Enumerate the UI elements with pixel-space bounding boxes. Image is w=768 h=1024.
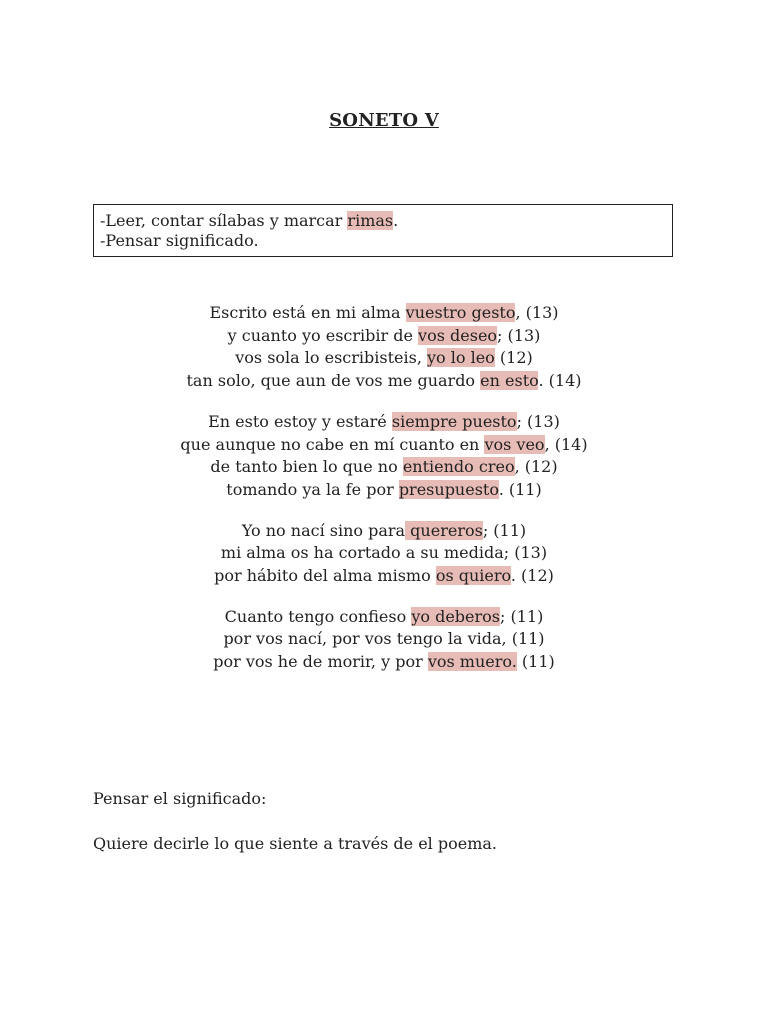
rhyme-highlight: vos veo bbox=[484, 434, 545, 454]
rhyme-highlight: vos deseo bbox=[418, 325, 498, 345]
verse: vos sola lo escribisteis, yo lo leo (12) bbox=[235, 348, 533, 368]
stanza-3 bbox=[0, 520, 768, 588]
verse: tomando ya la fe por presupuesto. (11) bbox=[226, 479, 542, 499]
verse: de tanto bien lo que no entiendo creo, (12) bbox=[210, 457, 558, 477]
verse: mi alma os ha cortado a su medida; (13) bbox=[220, 543, 548, 563]
rhyme-highlight: vos muero. bbox=[427, 652, 517, 672]
instructions-box bbox=[93, 204, 673, 257]
verse: por vos he de morir, y por vos muero. (11) bbox=[213, 652, 555, 672]
rhyme-highlight: yo deberos bbox=[411, 606, 500, 626]
rhyme-highlight: yo lo leo bbox=[427, 348, 495, 368]
rhyme-highlight: rimas bbox=[347, 211, 394, 230]
verse: Escrito está en mi alma vuestro gesto, (13) bbox=[209, 303, 559, 322]
rhyme-highlight: os quiero bbox=[435, 566, 511, 586]
stanza-4 bbox=[0, 606, 768, 674]
verse: por vos nací, por vos tengo la vida, (11) bbox=[223, 629, 545, 649]
page-title: SONETO V bbox=[329, 110, 439, 131]
verse: Cuanto tengo confieso yo deberos; (11) bbox=[224, 606, 544, 626]
instruction-line-1: -Leer, contar sílabas y marcar rimas. bbox=[100, 211, 399, 230]
rhyme-highlight: vuestro gesto bbox=[405, 303, 516, 322]
stanza-2 bbox=[0, 411, 768, 502]
verse: En esto estoy y estaré siempre puesto; (13) bbox=[208, 411, 560, 431]
rhyme-highlight: en esto bbox=[480, 371, 539, 391]
rhyme-highlight: presupuesto bbox=[398, 479, 499, 499]
poem bbox=[0, 302, 768, 692]
stanza-1 bbox=[0, 302, 768, 393]
instruction-line-2: -Pensar significado. bbox=[100, 231, 259, 250]
meaning-heading: Pensar el significado: bbox=[93, 789, 267, 808]
verse: tan solo, que aun de vos me guardo en esto. (14) bbox=[186, 371, 582, 391]
rhyme-highlight: quereros bbox=[405, 520, 483, 540]
rhyme-highlight: siempre puesto bbox=[391, 411, 517, 431]
rhyme-highlight: entiendo creo bbox=[402, 457, 515, 477]
meaning-answer: Quiere decirle lo que siente a través de el poema. bbox=[93, 834, 497, 853]
verse: por hábito del alma mismo os quiero. (12) bbox=[214, 566, 554, 586]
verse: que aunque no cabe en mí cuanto en vos veo, (14) bbox=[180, 434, 588, 454]
verse: y cuanto yo escribir de vos deseo; (13) bbox=[227, 325, 541, 345]
verse: Yo no nací sino para quereros; (11) bbox=[241, 520, 527, 540]
